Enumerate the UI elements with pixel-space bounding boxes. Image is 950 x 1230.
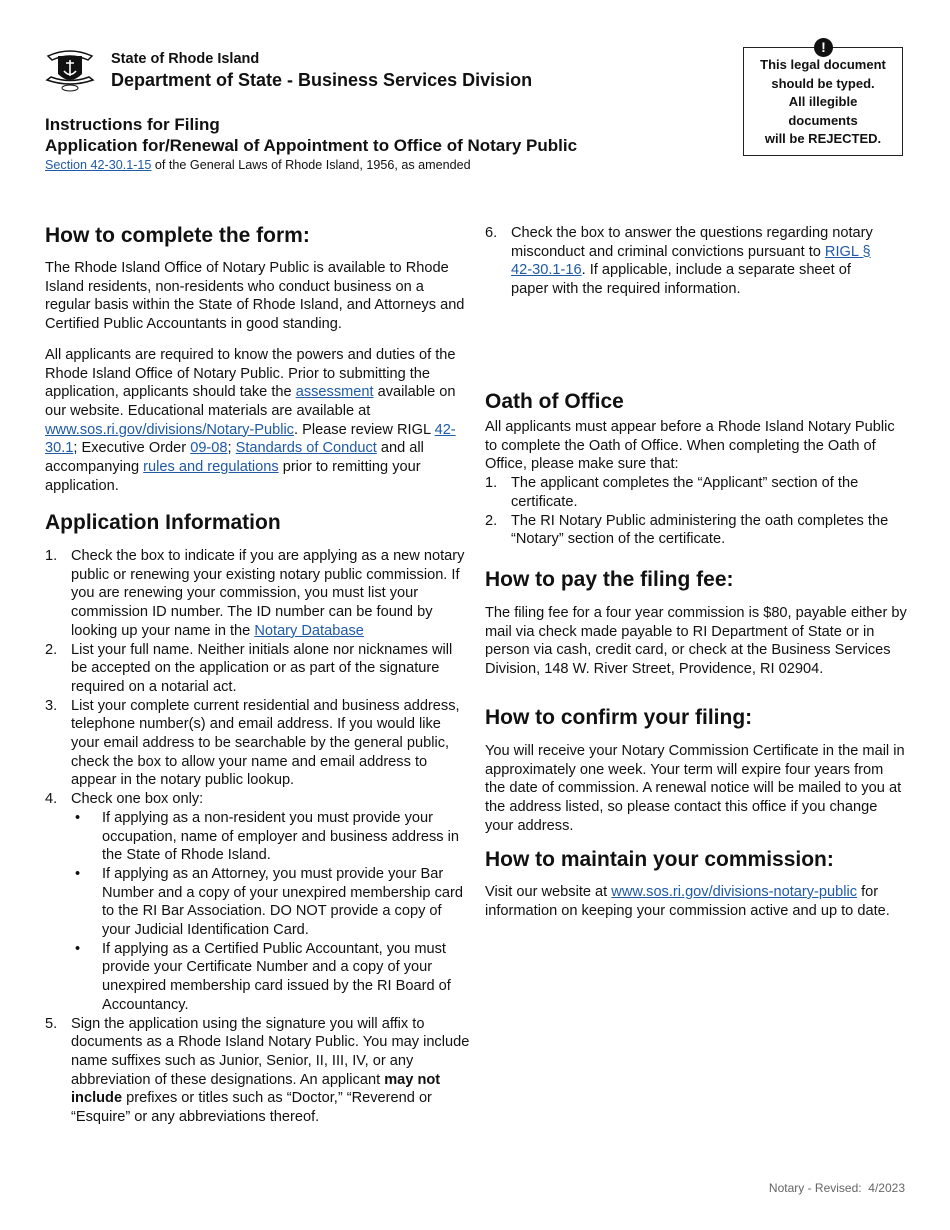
text: prior to remitting your application. <box>45 459 421 494</box>
heading-complete-form: How to complete the form: <box>45 224 310 247</box>
requirements-paragraph <box>45 346 465 496</box>
bullet-item <box>45 865 470 940</box>
item-number: 1. <box>485 475 498 492</box>
text: prefixes or titles such as “Doctor,” “Reverend or “Esquire” or any abbreviations thereof. <box>71 1090 432 1126</box>
section-pay <box>485 567 910 679</box>
list-item <box>45 790 470 809</box>
item-number: 6. <box>485 225 498 241</box>
text: Sign the application using the signature you will affix to documents as a Rhode Island Notary Public. You may include name suffixes such as Junior, Senior, II, III, IV, or any abbreviation of these designations. An applicant <box>71 1015 470 1088</box>
bullet: • <box>75 809 81 826</box>
bullet: • <box>75 865 81 882</box>
text: List your complete current residential and business address, telephone number(s) and email address. If you would like your email address to be searchable by the general public, check the box to allow your name and email address to appear in the notary public lookup. <box>71 697 460 789</box>
notice-line: will be REJECTED. <box>764 131 882 147</box>
bullet-item <box>45 940 470 1015</box>
text: . If applicable, include a separate sheet of paper with the required information. <box>511 262 851 298</box>
state-seal <box>44 44 96 92</box>
text: All applicants are required to know the powers and duties of the Rhode Island Office of Notary Public. Prior to submitting the application, applicants should take the <box>45 346 456 401</box>
item-number: 3. <box>45 697 58 714</box>
statute-text: of the General Laws of Rhode Island, 1956, as amended <box>151 158 471 172</box>
bullet-item <box>45 809 470 865</box>
heading-pay: How to pay the filing fee: <box>485 568 734 591</box>
item-number: 4. <box>45 791 58 808</box>
text: . Please review RIGL <box>293 421 435 438</box>
text: If applying as an Attorney, you must provide your Bar Number and a copy of your unexpired membership card to the RI Bar Association. DO NOT provide a copy of your Judicial Identification Card. <box>102 865 463 939</box>
text: available on our website. Educational materials are available at <box>45 384 456 419</box>
statute-reference <box>45 158 471 172</box>
document-subtitle: Instructions for Filing <box>45 115 220 134</box>
document-title: Application for/Renewal of Appointment to Office of Notary Public <box>45 136 578 155</box>
notice-line: This legal document <box>760 57 886 72</box>
department-name: Department of State - Business Services Division <box>111 70 533 90</box>
item-number: 2. <box>45 641 58 658</box>
heading-maintain: How to maintain your commission: <box>485 848 834 871</box>
oath-paragraph: All applicants must appear before a Rhode Island Notary Public to complete the Oath of Office. When completing the Oath of Office, please make sure that: <box>485 419 895 473</box>
revision-footer: Notary - Revised: 4/2023 <box>768 1181 905 1195</box>
heading-oath: Oath of Office <box>485 390 624 413</box>
list-item <box>45 1015 470 1127</box>
notary-website-link-2[interactable]: www.sos.ri.gov/divisions-notary-public <box>611 884 858 900</box>
item-number: 5. <box>45 1015 58 1032</box>
section-oath <box>485 389 905 549</box>
text: The RI Notary Public administering the oath completes the “Notary” section of the certificate. <box>511 512 889 548</box>
section-link[interactable]: Section 42-30.1-15 <box>45 158 152 172</box>
exclamation-icon: ! <box>814 38 833 57</box>
text: Check the box to indicate if you are applying as a new notary public or renewing your existing notary public commission. If you are renewing your commission, you must list your commission ID number. The ID number can be found by looking up your name in the <box>71 548 465 639</box>
section-confirm <box>485 705 905 836</box>
list-item <box>485 512 905 549</box>
notice-line: should be typed. <box>771 75 875 91</box>
notary-website-link[interactable]: www.sos.ri.gov/divisions/Notary-Public <box>45 421 294 438</box>
rigl-misconduct-link[interactable]: RIGL § 42-30.1-16 <box>511 243 871 279</box>
text: If applying as a Certified Public Accountant, you must provide your Certificate Number and a copy of your unexpired membership card issued by the RI Board of Accountancy. <box>102 940 451 1013</box>
pay-paragraph: The filing fee for a four year commission is $80, payable either by mail via check made payable to RI Department of State or in person via cash, credit card, or check at the Business Services Division, 148 W. River Street, Providence, RI 02904. <box>485 605 907 678</box>
text: for information on keeping your commission active and up to date. <box>485 884 890 919</box>
text: Check one box only: <box>71 791 204 808</box>
text: If applying as a non-resident you must provide your occupation, name of employer and business address in the State of Rhode Island. <box>102 809 459 864</box>
text: List your full name. Neither initials alone nor nicknames will be accepted on the application or as part of the signature required on a notarial act. <box>71 641 453 695</box>
heading-application-info: Application Information <box>45 511 281 534</box>
item-number: 1. <box>45 548 58 564</box>
item-number: 2. <box>485 512 498 529</box>
bullet: • <box>75 940 81 957</box>
text: ; Executive Order <box>73 440 191 457</box>
text: Visit our website at <box>485 884 612 900</box>
list-item-6 <box>485 224 890 299</box>
standards-link[interactable]: Standards of Conduct <box>235 440 377 457</box>
assessment-link[interactable]: assessment <box>295 384 374 401</box>
intro-paragraph: The Rhode Island Office of Notary Public is available to Rhode Island residents, non-residents who conduct business on a regular basis within the State of Rhode Island, and Attorneys and Certified Public Accountants in good standing. <box>45 260 465 333</box>
maintain-paragraph <box>485 883 910 920</box>
text: Check the box to answer the questions regarding notary misconduct and criminal convictions pursuant to <box>511 225 873 260</box>
text: and all accompanying <box>45 440 424 476</box>
section-maintain <box>485 847 910 920</box>
list-item <box>485 474 905 511</box>
rules-link[interactable]: rules and regulations <box>143 459 279 476</box>
notary-database-link[interactable]: Notary Database <box>254 622 364 639</box>
text: The applicant completes the “Applicant” section of the certificate. <box>511 475 859 510</box>
section-application-info <box>45 510 470 1127</box>
rigl-link[interactable]: 42-30.1 <box>45 421 456 457</box>
section-complete-form <box>45 223 470 495</box>
list-item <box>45 547 470 641</box>
heading-confirm: How to confirm your filing: <box>485 706 753 729</box>
executive-order-link[interactable]: 09-08 <box>190 440 228 457</box>
bold-text: may not include <box>71 1071 441 1107</box>
typed-notice-box <box>743 39 903 156</box>
text: ; <box>227 440 236 457</box>
list-item <box>45 641 470 697</box>
notice-line: All illegible <box>788 94 858 110</box>
list-item <box>45 697 470 791</box>
confirm-paragraph: You will receive your Notary Commission Certificate in the mail in approximately one week. Your term will expire four years from the date of commission. A renewal notice will be mailed to you at the address listed, so please contact this office if you change your address. <box>485 743 905 834</box>
notice-line: documents <box>788 112 858 128</box>
state-name: State of Rhode Island <box>111 51 260 67</box>
